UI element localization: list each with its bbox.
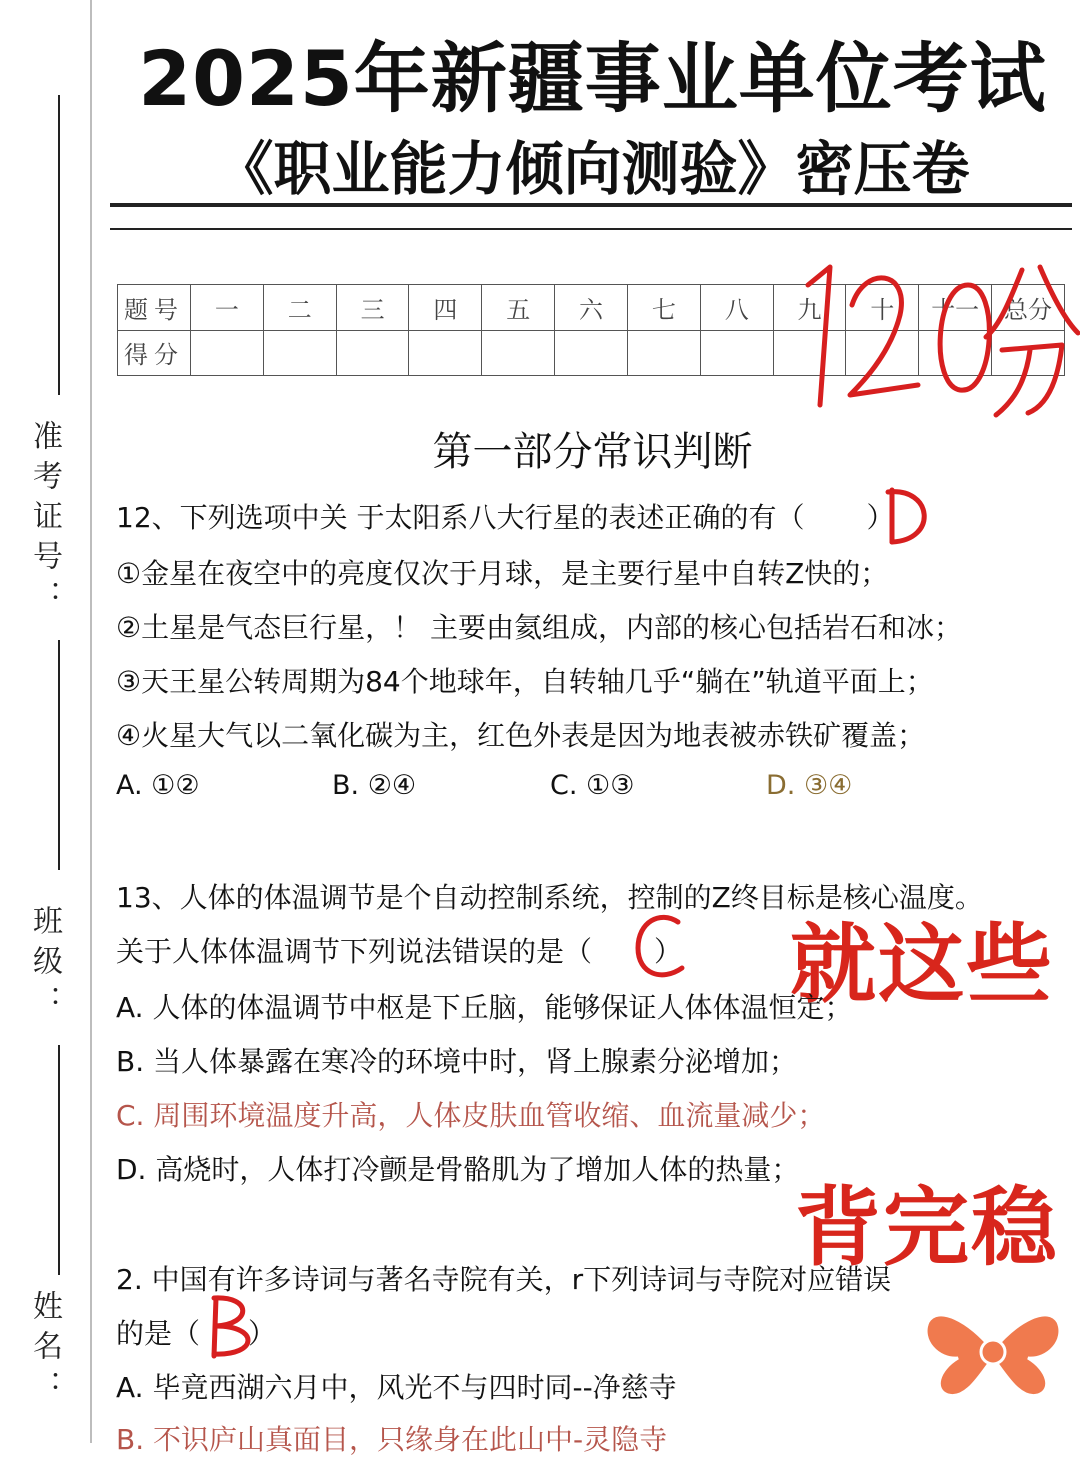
exam-id-label: 准考证号： [27,420,62,620]
score-cell [773,330,846,376]
question-2-stem-line-1: 2. 中国有许多诗词与著名寺院有关，r下列诗词与寺院对应错误 [116,1263,892,1296]
score-col-11: 十一 [919,285,992,331]
question-13-option-b: B. 当人体暴露在寒冷的环境中时，肾上腺素分泌增加； [116,1045,798,1078]
question-12-option-b: B. ②④ [332,770,417,801]
question-12-option-d: D. ③④ [766,770,853,801]
score-cell [627,330,700,376]
score-col-7: 七 [627,285,700,331]
score-table-score-row [118,330,1065,376]
question-12-statement-4: ④火星大气以二氧化碳为主，红色外表是因为地表被赤铁矿覆盖； [116,719,926,752]
question-13-stem-line-1: 13、人体的体温调节是个自动控制系统，控制的Z终目标是核心温度。 [116,881,983,914]
page-subtitle: 《职业能力倾向测验》密压卷 [215,135,970,203]
score-cell [700,330,773,376]
score-cell [263,330,336,376]
binding-margin [0,0,92,1443]
margin-divider [90,0,92,1443]
score-col-10: 十 [846,285,919,331]
question-13-stem-line-2 [116,930,682,970]
score-cell [409,330,482,376]
score-col-6: 六 [555,285,628,331]
question-12-option-a: A. ①② [116,770,200,801]
score-table-header-row [118,285,1065,331]
bow-sticker-icon [918,1300,1068,1405]
score-col-1: 一 [191,285,264,331]
title-rule-thin [110,228,1072,230]
exam-id-line [58,95,60,395]
question-2-stem-close: ） [248,1317,277,1350]
question-13-option-d: D. 高烧时，人体打冷颤是骨骼肌为了增加人体的热量； [116,1153,800,1186]
question-2-option-a: A. 毕竟西湖六月中，风光不与四时同--净慈寺 [116,1371,677,1404]
question-12-stem-text: 12、下列选项中关 于太阳系八大行星的表述正确的有（ [116,501,805,534]
question-2-option-b: B. 不识庐山真面目，只缘身在此山中-灵隐寺 [116,1423,668,1456]
name-label: 姓名： [27,1290,62,1410]
question-13-stem-text: 关于人体体温调节下列说法错误的是（ [116,935,593,968]
stamp-text-2: 背完稳 [795,1178,1059,1278]
score-col-3: 三 [336,285,409,331]
question-2-stem-text: 的是（ [116,1317,201,1350]
question-12-stem [116,496,895,536]
stamp-text-1: 就这些 [790,915,1054,1015]
name-line [58,1045,60,1275]
score-col-4: 四 [409,285,482,331]
score-col-5: 五 [482,285,555,331]
score-cell [919,330,992,376]
score-cell [482,330,555,376]
class-label: 班级： [27,905,62,1025]
question-2-stem-line-2 [116,1312,276,1352]
question-12-stem-close: ） [866,501,895,534]
score-cell [191,330,264,376]
score-col-8: 八 [700,285,773,331]
score-table [117,284,1065,376]
question-12-option-c: C. ①③ [550,770,635,801]
class-line [58,640,60,870]
question-12-statement-1: ①金星在夜空中的亮度仅次于月球，是主要行星中自转Z快的； [116,557,889,590]
page-title: 2025年新疆事业单位考试 [138,34,1047,123]
question-13-option-a: A. 人体的体温调节中枢是下丘脑，能够保证人体体温恒定； [116,991,853,1024]
question-number-header: 题号 [118,285,191,331]
score-col-9: 九 [773,285,846,331]
score-col-total: 总分 [992,285,1065,331]
question-12-statement-3: ③天王星公转周期为84个地球年，自转轴几乎“躺在”轨道平面上； [116,665,934,698]
score-cell [846,330,919,376]
question-13-option-c: C. 周围环境温度升高，人体皮肤血管收缩、血流量减少； [116,1099,826,1132]
question-12-statement-2: ②土星是气态巨行星，！ 主要由氦组成，内部的核心包括岩石和冰； [116,611,963,644]
section-title: 第一部分常识判断 [432,429,753,475]
question-13-stem-close: ） [654,935,683,968]
score-col-2: 二 [263,285,336,331]
score-cell [555,330,628,376]
score-header: 得分 [118,330,191,376]
score-cell [336,330,409,376]
title-rule-thick [110,203,1072,207]
score-cell [992,330,1065,376]
